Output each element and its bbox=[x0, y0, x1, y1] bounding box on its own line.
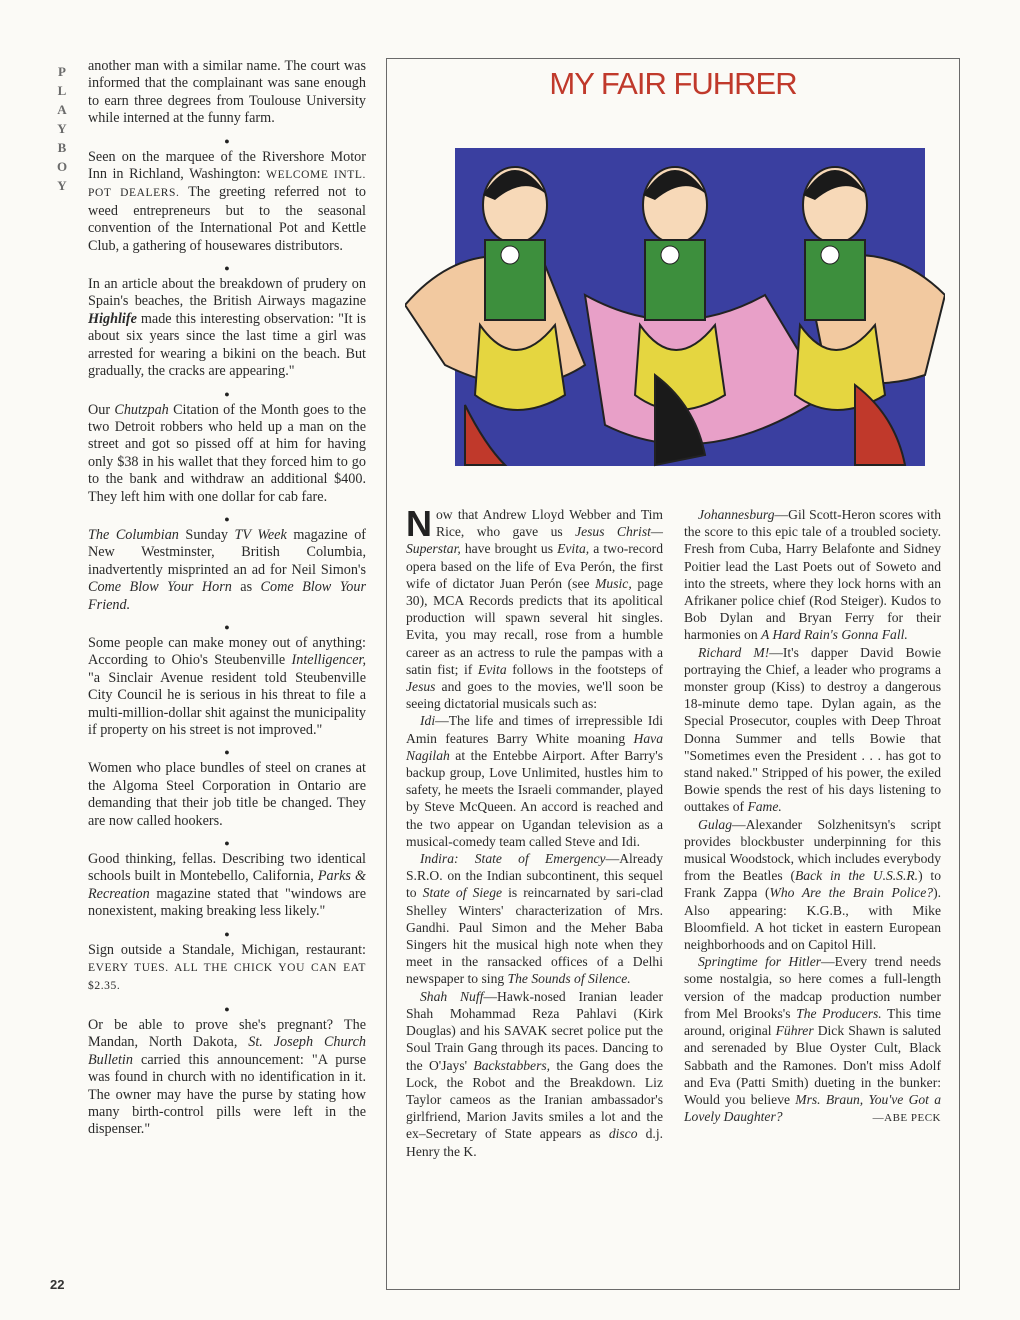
news-item: Some people can make money out of anything: According to Ohio's Steubenville Intelligencer, "a Sinclair Avenue resident told Steubenville City Council he is serious in his threat to file a multi-million-dollar shit against the municipality if property on his street is not improved." bbox=[88, 634, 366, 738]
sidebar-letter: P bbox=[58, 64, 66, 79]
feature-paragraph: Richard M!—It's dapper David Bowie portraying the Chief, a leader who programs a monster group (Kiss) to destroy a dangerous 18-minute demo tape. Dylan again, as the Special Prosecutor, couples with Deep Throat Donna Summer and tells Bowie that "Sometimes even the President . . . has got to stand naked." Stripped of his power, the exiled Bowie spends the rest of his days listening to outtakes of Fame. bbox=[684, 644, 942, 815]
bullet-separator bbox=[88, 927, 366, 941]
left-column bbox=[88, 58, 366, 1139]
feature-column-right bbox=[684, 506, 941, 1127]
sidebar-letter: Y bbox=[57, 121, 67, 136]
bullet-separator bbox=[88, 134, 366, 148]
news-item: Our Chutzpah Citation of the Month goes to the two Detroit robbers who held up a man on the street and got so pissed off at him for having only $38 in his wallet that they forced him to go to the bank and withdraw an additional $400. They left him with one dollar for cab fare. bbox=[88, 401, 366, 505]
feature-headline: MY FAIR FUHRER bbox=[549, 66, 797, 101]
feature-paragraph: Indira: State of Emergency—Already S.R.O. on the Indian subcontinent, this sequel to State of Siege is reincarnated by sari-clad Shelley Winters' characterization of Mrs. Gandhi. Paul Simon and the Meher Baba Singers hit the musical high note when they meet in the ransacked offices of a Delhi newspaper to sing The Sounds of Silence. bbox=[406, 851, 664, 987]
news-item: another man with a similar name. The court was informed that the complainant was sane enough to earn three degrees from Toulouse University while interned at the funny farm. bbox=[88, 58, 366, 127]
bullet-separator bbox=[88, 836, 366, 850]
three-caricatures-illustration bbox=[405, 145, 945, 471]
bullet-separator bbox=[88, 745, 366, 759]
feature-paragraph: Now that Andrew Lloyd Webber and Tim Rice, who gave us Jesus Christ—Superstar, have brought us Evita, a two-record opera based on the life of Eva Perón, the first wife of dictator Juan Perón (see Music, page 30), MCA Records predicts that its apolitical production will spawn several hit singles. Evita, you may recall, rose from a humble career as an actress to rule the pampas with a satin fist; if Evita follows in the footsteps of Jesus and goes to the movies, we'll soon be seeing dictatorial musicals such as: bbox=[406, 503, 663, 712]
sidebar-letter: L bbox=[57, 83, 67, 98]
news-item: Seen on the marquee of the Rivershore Motor Inn in Richland, Washington: WELCOME INTL. POT DEALERS. The greeting referred not to weed entrepreneurs but to the seasonal convention of the International Pot and Kettle Club, a gathering of housewares distributors. bbox=[88, 148, 367, 254]
news-item: Women who place bundles of steel on cranes at the Algoma Steel Corporation in Ontario are demanding that their job title be changed. They are now called hookers. bbox=[88, 760, 366, 829]
feature-column-middle bbox=[406, 503, 664, 1160]
news-item: The Columbian Sunday TV Week magazine of New Westminster, British Columbia, inadvertently misprinted an ad for Neil Simon's Come Blow Your Horn as Come Blow Your Friend. bbox=[88, 526, 367, 613]
news-item: Good thinking, fellas. Describing two identical schools built in Montebello, California, Parks & Recreation magazine stated that "windows are nonexistent, making breaking less likely." bbox=[88, 851, 366, 920]
bullet-separator bbox=[88, 261, 366, 275]
sidebar-letter: B bbox=[57, 140, 67, 155]
author-signoff: —ABE PECK bbox=[872, 1112, 941, 1125]
news-item: Sign outside a Standale, Michigan, restaurant: EVERY TUES. ALL THE CHICK YOU CAN EAT $2.35. bbox=[88, 941, 366, 993]
magazine-name-vertical bbox=[52, 62, 72, 195]
feature-paragraph: Idi—The life and times of irrepressible Idi Amin features Barry White moaning Hava Nagilah at the Entebbe Airport. After Barry's backup group, Love Unlimited, hustles him to safety, he meets the Israeli commander, played by Steve McQueen. An accord is reached and the two appear on Ugandan television as a musical-comedy team called Steve and Idi. bbox=[406, 713, 663, 849]
news-item: Or be able to prove she's pregnant? The Mandan, North Dakota, St. Joseph Church Bulletin carried this announcement: "A purse was found in church with no identification in it. The owner may have the purse by stating how many birth-control pills were left in the dispenser." bbox=[88, 1016, 366, 1138]
sidebar-letter: A bbox=[57, 102, 67, 117]
feature-paragraph: Springtime for Hitler—Every trend needs some nostalgia, so here comes a full-length version of the madcap production number from Mel Brooks's The Producers. This time around, original Führer Dick Shawn is saluted and serenaded by Blue Oyster Cult, Black Sabbath and the Ramones. Don't miss Adolf and Eva (Patti Smith) dueting in the bunker: Would you believe Mrs. Braun, You've Got a Lovely Daughter? —ABE PECK bbox=[684, 953, 941, 1125]
feature-paragraph: Gulag—Alexander Solzhenitsyn's script provides blockbuster underpinning for this musical Woodstock, which includes everybody from the Beatles (Back in the U.S.S.R.) to Frank Zappa (Who Are the Brain Police?). Also appearing: K.G.B., with Mike Bloomfield. A hot ticket in eastern European neighborhoods and on Capitol Hill. bbox=[684, 816, 942, 953]
feature-paragraph: Johannesburg—Gil Scott-Heron scores with the score to this epic tale of a troubled society. Fresh from Cuba, Harry Belafonte and Sidney Poitier lead the Last Poets out of Soweto and into the streets, where they lock horns with an Afrikaner police chief (Rod Steiger). Kudos to Bob Dylan and Bryan Ferry for their harmonies on A Hard Rain's Gonna Fall. bbox=[684, 507, 941, 643]
bullet-separator bbox=[88, 387, 366, 401]
sidebar-letter: O bbox=[56, 159, 68, 174]
bullet-separator bbox=[88, 620, 366, 634]
news-item: In an article about the breakdown of prudery on Spain's beaches, the British Airways magazine Highlife made this interesting observation: "It is about six years since the last time a girl was arrested for wearing a bikini on the beach. But gradually, the cracks are appearing." bbox=[88, 276, 366, 380]
bullet-separator bbox=[88, 1002, 366, 1016]
feature-paragraph: Shah Nuff—Hawk-nosed Iranian leader Shah Mohammad Reza Pahlavi (Kirk Douglas) and his SAVAK secret police put the Soul Train Gang through its paces. Dancing to the O'Jays' Backstabbers, the Gang does the Lock, the Robot and the Breakdown. Liz Taylor cameos as the Iranian ambassador's girlfriend, Marion Javits smiles a lot and the ex–Secretary of State appears as disco d.j. Henry the K. bbox=[406, 988, 664, 1159]
drop-cap: N bbox=[406, 503, 432, 544]
bullet-separator bbox=[88, 512, 366, 526]
sidebar-letter: Y bbox=[57, 178, 67, 193]
page-number: 22 bbox=[50, 1277, 65, 1292]
